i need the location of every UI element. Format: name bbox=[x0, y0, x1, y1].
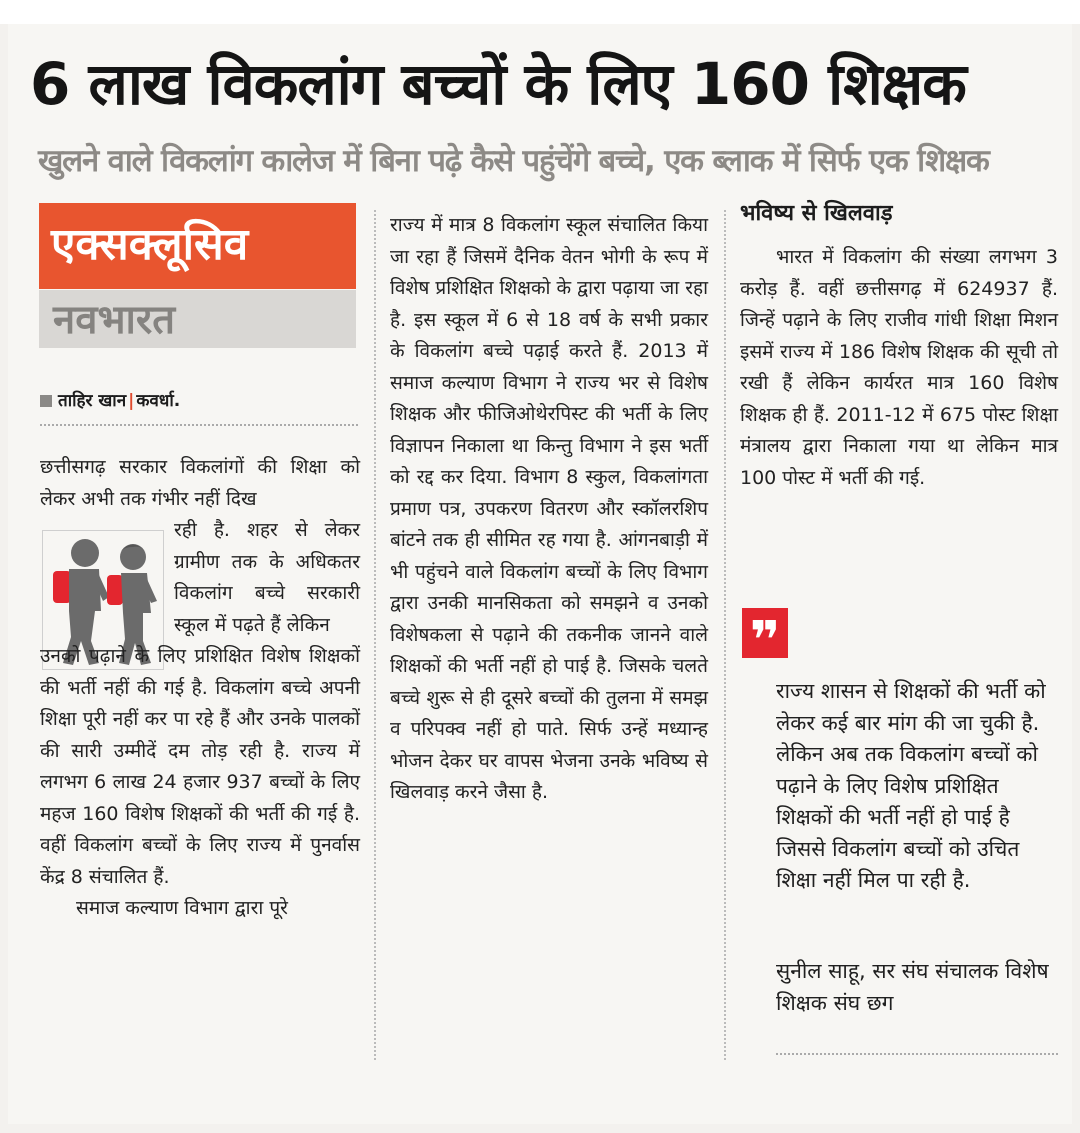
pull-quote-author: सुनील साहू, सर संघ संचालक विशेष शिक्षक संघ छग bbox=[776, 959, 1049, 1015]
section-heading: भविष्य से खिलवाड़ bbox=[740, 201, 893, 226]
col3-para-1-text: भारत में विकलांग की संख्या लगभग 3 करोड़ हैं. वहीं छत्तीसगढ़ में 624937 हैं. जिन्हें पढ़ाने के लिए राजीव गांधी शिक्षा मिशन इसमें राज्य में 186 विशेष शिक्षक की सूची तो रखी हैं लेकिन कार्यरत मात्र 160 विशेष शिक्षक ही हैं. 2011-12 में 675 पोस्ट शिक्षा मंत्रालय द्वारा निकाला गया था लेकिन मात्र 100 पोस्ट में भर्ती की गई. bbox=[740, 246, 1058, 489]
publication-badge: नवभारत bbox=[39, 290, 356, 348]
col2-para-1: राज्य में मात्र 8 विकलांग स्कूल संचालित किया जा रहा हैं जिसमें दैनिक वेतन भोगी के रूप में विशेष प्रशिक्षित शिक्षको के द्वारा पढ़ाया जा रहा है. इस स्कूल में 6 से 18 वर्ष के सभी प्रकार के विकलांग बच्चे पढ़ाई करते हैं. 2013 में समाज कल्याण विभाग ने राज्य भर से विशेष शिक्षक और फीजिओथेरपिस्ट की भर्ती के लिए विज्ञापन निकाला था किन्तु विभाग ने इस भर्ती को रद्द कर दिया. विभाग 8 स्कुल, विकलांगता प्रमाण पत्र, उपकरण वितरण और स्कॉलरशिप बांटने तक ही सीमित रह गया है. आंगनबाड़ी में भी पहुंचने वाले विकलांग बच्चों के लिए विभाग द्वारा उनकी मानसिकता को समझने व उनको विशेषकला से पढ़ाने की तकनीक जानने वाले शिक्षकों की भर्ती नहीं हो पाई है. जिसके चलते बच्चे शुरू से ही दूसरे बच्चों की तुलना में समझ व परिपक्व नहीं हो पाते. सिर्फ उन्हें मध्यान्ह भोजन देकर घर वापस भेजना उनके भविष्य से खिलवाड़ करने जैसा है. bbox=[390, 214, 708, 803]
col1-para-wrap: रही है. शहर से लेकर ग्रामीण तक के अधिकतर विकलांग बच्चे सरकारी स्कूल में पढ़ते हैं लेकिन bbox=[174, 519, 360, 636]
article-column-1 bbox=[40, 452, 360, 925]
col1-para-2 bbox=[40, 893, 360, 925]
headline: 6 लाख विकलांग बच्चों के लिए 160 शिक्षक bbox=[30, 50, 966, 118]
col1-para-top: छत्तीसगढ़ सरकार विकलांगों की शिक्षा को लेकर अभी तक गंभीर नहीं दिख bbox=[40, 456, 360, 510]
byline bbox=[40, 386, 180, 416]
subheadline: खुलने वाले विकलांग कालेज में बिना पढ़े कैसे पहुंचेंगे बच्चे, एक ब्लाक में सिर्फ एक शिक्षक bbox=[38, 143, 989, 179]
article-column-2 bbox=[390, 210, 708, 809]
quote-mark-icon: ❞ bbox=[742, 608, 788, 658]
article-column-3 bbox=[740, 242, 1058, 494]
col1-para-rest: उनको पढ़ाने के लिए प्रशिक्षित विशेष शिक्षकों की भर्ती नहीं की गई है. विकलांग बच्चे अपनी शिक्षा पूरी नहीं कर पा रहे हैं और उनके पालकों की सारी उम्मीदें दम तोड़ रही है. राज्य में लगभग 6 लाख 24 हजार 937 बच्चों के लिए महज 160 विशेष शिक्षकों की भर्ती की गई है. वहीं विकलांग बच्चों के लिए राज्य में पुनर्वास केंद्र 8 संचालित हैं. bbox=[40, 645, 360, 888]
column-divider-1 bbox=[374, 210, 376, 1060]
col3-para-1 bbox=[740, 242, 1058, 494]
byline-divider bbox=[40, 424, 358, 426]
top-bar bbox=[0, 0, 1080, 24]
column-divider-2 bbox=[724, 210, 726, 1060]
col1-para-2-text: समाज कल्याण विभाग द्वारा पूरे bbox=[76, 897, 288, 919]
quote-divider bbox=[776, 1053, 1058, 1055]
byline-separator: | bbox=[128, 391, 135, 411]
byline-author: ताहिर खान bbox=[58, 391, 127, 411]
byline-square-icon bbox=[40, 395, 52, 407]
exclusive-badge: एक्सक्लूसिव bbox=[39, 203, 356, 289]
byline-place: कवर्धा. bbox=[136, 391, 181, 411]
pull-quote-text: राज्य शासन से शिक्षकों की भर्ती को लेकर कई बार मांग की जा चुकी है. लेकिन अब तक विकलांग बच्चों को पढ़ाने के लिए विशेष प्रशिक्षित शिक्षकों की भर्ती नहीं हो पाई है जिससे विकलांग बच्चों को उचित शिक्षा नहीं मिल पा रही है. bbox=[776, 679, 1046, 892]
